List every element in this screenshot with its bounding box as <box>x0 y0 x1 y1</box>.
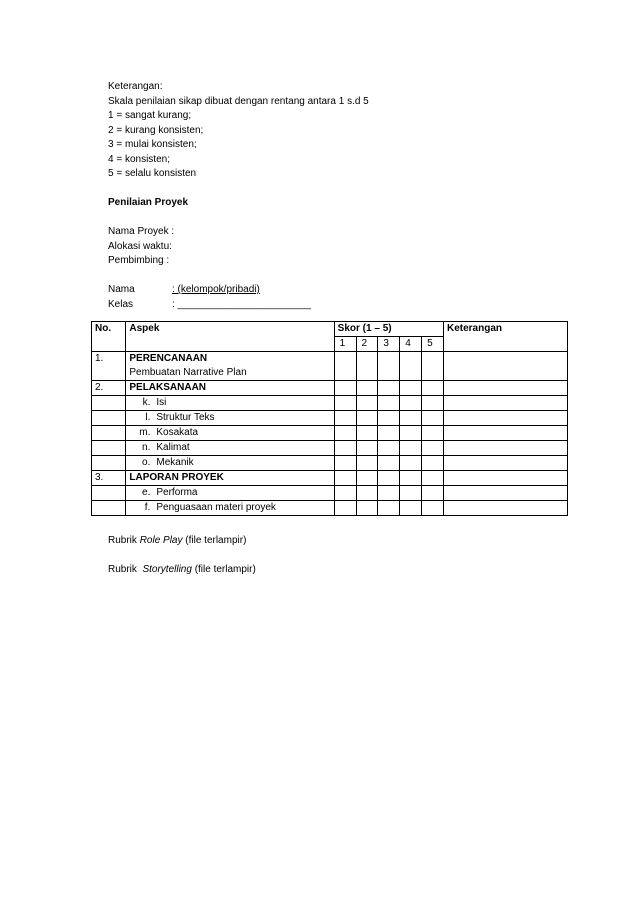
keterangan-heading: Keterangan: <box>108 81 163 92</box>
row-number: 3. <box>92 471 126 486</box>
score-cell <box>378 471 400 486</box>
kelas-row <box>108 298 568 313</box>
table-row <box>92 441 568 456</box>
aspect-item <box>126 396 334 411</box>
score-cell <box>422 411 444 426</box>
score-cell <box>334 456 356 471</box>
score-cell <box>356 441 378 456</box>
score-cell <box>422 396 444 411</box>
item-text: Isi <box>156 397 167 408</box>
aspect-title: LAPORAN PROYEK <box>126 471 334 486</box>
score-cell <box>400 441 422 456</box>
project-info-line: Pembimbing : <box>108 255 170 266</box>
score-cell <box>400 396 422 411</box>
score-cell <box>378 486 400 501</box>
aspek-cell <box>126 352 334 381</box>
table-row <box>92 426 568 441</box>
rubric-title: Role Play <box>139 535 183 546</box>
score-cell <box>378 411 400 426</box>
item-marker: k. <box>142 397 151 408</box>
score-cell <box>356 471 378 486</box>
item-marker: l. <box>145 412 151 423</box>
keterangan-line: 2 = kurang konsisten; <box>108 124 204 136</box>
score-cell <box>378 396 400 411</box>
score-cell <box>400 426 422 441</box>
aspect-title: PERENCANAAN <box>129 353 208 364</box>
keterangan-cell <box>443 471 567 486</box>
rubric-list <box>108 534 568 592</box>
rubric-suffix: (file terlampir) <box>182 535 247 546</box>
table-row <box>92 501 568 516</box>
row-number <box>92 411 126 426</box>
score-header: 3 <box>378 337 400 352</box>
keterangan-line: 5 = selalu konsisten <box>108 168 197 179</box>
keterangan-cell <box>443 456 567 471</box>
score-cell <box>400 471 422 486</box>
aspect-title: PELAKSANAAN <box>126 381 334 396</box>
score-cell <box>422 471 444 486</box>
project-info-line: Alokasi waktu: <box>108 240 172 252</box>
score-cell <box>356 352 378 381</box>
score-cell <box>422 381 444 396</box>
score-cell <box>334 352 356 381</box>
item-marker: m. <box>139 427 151 438</box>
assessment-table <box>91 321 568 516</box>
score-cell <box>334 396 356 411</box>
score-cell <box>356 501 378 516</box>
score-cell <box>334 441 356 456</box>
item-text: Penguasaan materi proyek <box>156 502 276 513</box>
header-keterangan: Keterangan <box>443 322 567 352</box>
score-cell <box>378 456 400 471</box>
score-cell <box>334 501 356 516</box>
rubric-line <box>108 534 568 549</box>
nama-row <box>108 283 568 298</box>
item-text: Kosakata <box>156 427 199 438</box>
score-cell <box>400 352 422 381</box>
item-text: Kalimat <box>156 442 190 453</box>
keterangan-line: 1 = sangat kurang; <box>108 110 192 121</box>
keterangan-cell <box>443 501 567 516</box>
aspect-item <box>126 501 334 516</box>
item-marker: e. <box>142 487 151 498</box>
score-header: 1 <box>334 337 356 352</box>
keterangan-cell <box>443 426 567 441</box>
table-row <box>92 456 568 471</box>
nama-label: Nama <box>108 284 135 295</box>
row-number <box>92 456 126 471</box>
item-marker: o. <box>142 457 151 468</box>
keterangan-cell <box>443 381 567 396</box>
aspect-item <box>126 486 334 501</box>
score-cell <box>400 501 422 516</box>
score-cell <box>378 381 400 396</box>
item-text: Struktur Teks <box>156 412 215 423</box>
score-cell <box>400 456 422 471</box>
document-body <box>108 80 568 312</box>
score-cell <box>400 486 422 501</box>
table-row <box>92 381 568 396</box>
table-row <box>92 471 568 486</box>
aspect-item: Pembuatan Narrative Plan <box>129 367 247 378</box>
score-cell <box>400 381 422 396</box>
kelas-label: Kelas <box>108 298 134 310</box>
score-cell <box>422 501 444 516</box>
header-no: No. <box>92 322 126 352</box>
score-header: 5 <box>422 337 444 352</box>
table-row <box>92 411 568 426</box>
row-number <box>92 486 126 501</box>
table-row <box>92 352 568 381</box>
rubric-suffix: (file terlampir) <box>191 564 256 575</box>
keterangan-line: 3 = mulai konsisten; <box>108 139 197 150</box>
aspect-item <box>126 456 334 471</box>
score-cell <box>422 456 444 471</box>
score-cell <box>378 501 400 516</box>
item-text: Performa <box>156 487 198 498</box>
rubric-prefix: Rubrik <box>108 535 140 546</box>
score-cell <box>400 411 422 426</box>
score-cell <box>422 441 444 456</box>
aspect-item <box>126 411 334 426</box>
keterangan-cell <box>443 411 567 426</box>
aspect-item <box>126 441 334 456</box>
row-number <box>92 426 126 441</box>
nama-value: : (kelompok/pribadi) <box>172 284 260 295</box>
kelas-value: : ________________________ <box>172 298 312 310</box>
score-cell <box>356 381 378 396</box>
score-cell <box>356 411 378 426</box>
item-marker: n. <box>142 442 151 453</box>
score-cell <box>356 396 378 411</box>
row-number <box>92 441 126 456</box>
score-cell <box>356 486 378 501</box>
score-cell <box>356 426 378 441</box>
score-cell <box>378 426 400 441</box>
keterangan-cell <box>443 352 567 381</box>
score-header: 4 <box>400 337 422 352</box>
rubric-line <box>108 563 568 578</box>
aspect-item <box>126 426 334 441</box>
table-row <box>92 396 568 411</box>
score-cell <box>422 352 444 381</box>
score-cell <box>378 352 400 381</box>
header-skor: Skor (1 – 5) <box>334 322 443 337</box>
table-header-row <box>92 322 568 337</box>
header-aspek: Aspek <box>126 322 334 352</box>
score-header: 2 <box>356 337 378 352</box>
score-cell <box>334 471 356 486</box>
row-number <box>92 396 126 411</box>
project-info-line: Nama Proyek : <box>108 226 175 237</box>
item-text: Mekanik <box>156 457 194 468</box>
rubric-prefix: Rubrik <box>108 564 143 575</box>
score-cell <box>334 411 356 426</box>
score-cell <box>334 486 356 501</box>
keterangan-cell <box>443 396 567 411</box>
keterangan-cell <box>443 486 567 501</box>
score-cell <box>422 426 444 441</box>
score-cell <box>334 426 356 441</box>
rubric-title: Storytelling <box>142 564 192 575</box>
row-number <box>92 501 126 516</box>
row-number: 1. <box>92 352 126 381</box>
score-cell <box>356 456 378 471</box>
keterangan-line: Skala penilaian sikap dibuat dengan rentang antara 1 s.d 5 <box>108 95 369 107</box>
score-cell <box>422 486 444 501</box>
score-cell <box>334 381 356 396</box>
table-row <box>92 486 568 501</box>
keterangan-line: 4 = konsisten; <box>108 153 170 165</box>
section-title: Penilaian Proyek <box>108 197 189 208</box>
score-cell <box>378 441 400 456</box>
row-number: 2. <box>92 381 126 396</box>
keterangan-cell <box>443 441 567 456</box>
item-marker: f. <box>144 502 151 513</box>
